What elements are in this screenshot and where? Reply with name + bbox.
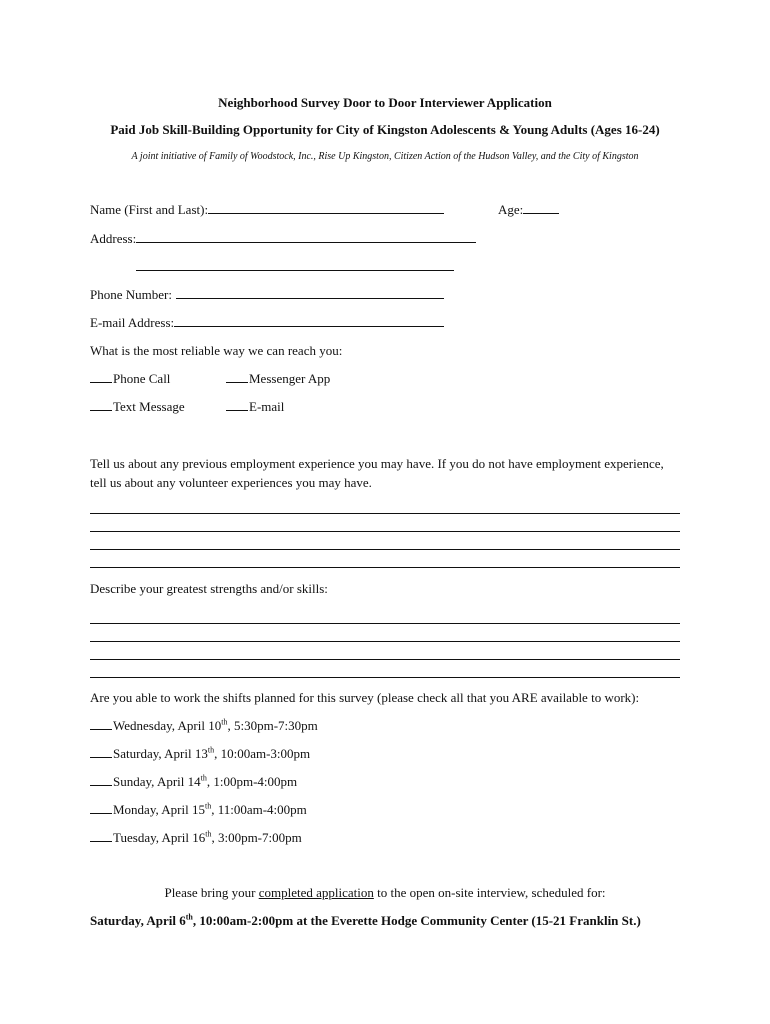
- contact-option-email[interactable]: E-mail: [226, 399, 284, 415]
- experience-line-3[interactable]: [90, 549, 680, 550]
- form-subtitle: Paid Job Skill-Building Opportunity for City of Kingston Adolescents & Young Adults (Ages 16-24): [110, 122, 660, 137]
- experience-line-2[interactable]: [90, 531, 680, 532]
- checkbox-blank[interactable]: [90, 399, 112, 411]
- email-field[interactable]: [174, 315, 444, 327]
- age-field[interactable]: [523, 202, 559, 214]
- shift-option[interactable]: Saturday, April 13th, 10:00am-3:00pm: [90, 746, 310, 762]
- experience-question: Tell us about any previous employment experience you may have. If you do not have employment experience, tell us about any volunteer experiences you may have.: [90, 456, 664, 490]
- name-label: Name (First and Last):: [90, 202, 209, 217]
- strengths-line-4[interactable]: [90, 677, 680, 678]
- interview-note: Please bring your completed application to the open on-site interview, scheduled for:: [164, 885, 606, 900]
- checkbox-blank[interactable]: [226, 371, 248, 383]
- shift-option[interactable]: Tuesday, April 16th, 3:00pm-7:00pm: [90, 830, 302, 846]
- age-label: Age:: [498, 202, 524, 217]
- contact-option-text[interactable]: Text Message: [90, 399, 185, 415]
- strengths-line-3[interactable]: [90, 659, 680, 660]
- name-row: [90, 202, 444, 218]
- checkbox-blank[interactable]: [226, 399, 248, 411]
- strengths-question: Describe your greatest strengths and/or skills:: [90, 581, 328, 596]
- age-row: [498, 202, 559, 218]
- shift-option[interactable]: Monday, April 15th, 11:00am-4:00pm: [90, 802, 307, 818]
- contact-option-phone[interactable]: Phone Call: [90, 371, 170, 387]
- form-title: Neighborhood Survey Door to Door Interviewer Application: [218, 95, 552, 110]
- name-field[interactable]: [208, 202, 444, 214]
- checkbox-blank[interactable]: [90, 718, 112, 730]
- experience-line-1[interactable]: [90, 513, 680, 514]
- address-field-1[interactable]: [136, 231, 476, 243]
- initiative-note: A joint initiative of Family of Woodstock, Inc., Rise Up Kingston, Citizen Action of the Hudson Valley, and the City of Kingston: [131, 151, 639, 162]
- address-row-2: [136, 259, 454, 275]
- strengths-line-1[interactable]: [90, 623, 680, 624]
- checkbox-blank[interactable]: [90, 774, 112, 786]
- interview-event: Saturday, April 6th, 10:00am-2:00pm at the Everette Hodge Community Center (15-21 Franklin St.): [90, 912, 641, 928]
- contact-question: What is the most reliable way we can reach you:: [90, 343, 343, 358]
- checkbox-blank[interactable]: [90, 830, 112, 842]
- address-row: [90, 231, 476, 247]
- completed-application-text: completed application: [258, 885, 374, 900]
- experience-line-4[interactable]: [90, 567, 680, 568]
- strengths-line-2[interactable]: [90, 641, 680, 642]
- email-label: E-mail Address:: [90, 315, 175, 330]
- address-label: Address:: [90, 231, 137, 246]
- contact-option-messenger[interactable]: Messenger App: [226, 371, 330, 387]
- checkbox-blank[interactable]: [90, 802, 112, 814]
- shift-option[interactable]: Wednesday, April 10th, 5:30pm-7:30pm: [90, 718, 318, 734]
- phone-field[interactable]: [176, 287, 444, 299]
- shifts-question: Are you able to work the shifts planned for this survey (please check all that you ARE available to work):: [90, 690, 640, 705]
- checkbox-blank[interactable]: [90, 746, 112, 758]
- email-row: [90, 315, 444, 331]
- phone-label: Phone Number:: [90, 287, 172, 302]
- checkbox-blank[interactable]: [90, 371, 112, 383]
- phone-row: [90, 287, 444, 303]
- address-field-2[interactable]: [136, 259, 454, 271]
- shift-option[interactable]: Sunday, April 14th, 1:00pm-4:00pm: [90, 774, 297, 790]
